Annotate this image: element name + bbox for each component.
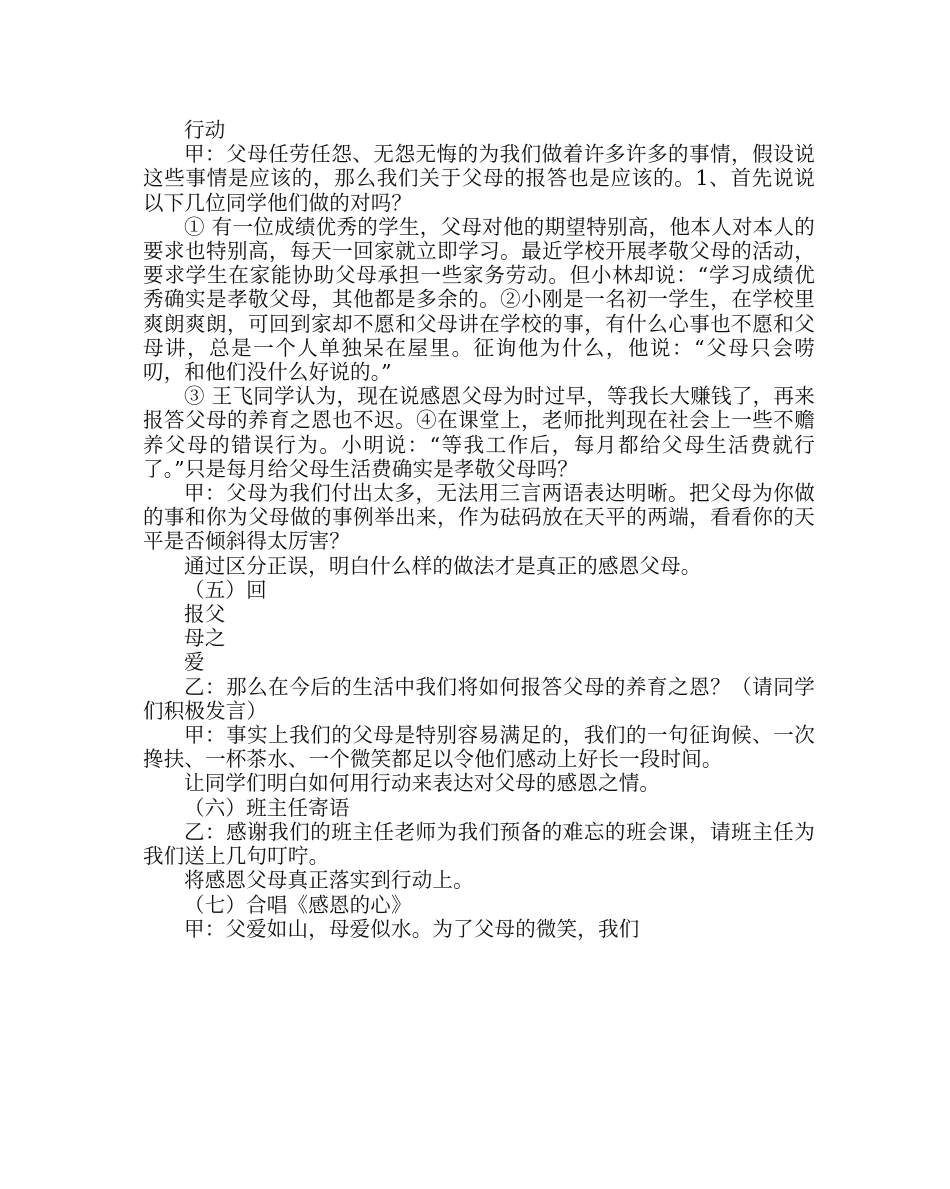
paragraph-6: 通过区分正误，明白什么样的做法才是真正的感恩父母。 — [184, 553, 702, 578]
document-body — [143, 118, 815, 941]
paragraph-12: 甲：父爱如山，母爱似水。为了父母的微笑，我们 — [184, 916, 640, 941]
paragraph-7: 乙：那么在今后的生活中我们将如何报答父母的养育之恩？（请同学们积极发言） — [143, 674, 815, 723]
paragraph-11: 将感恩父母真正落实到行动上。 — [184, 868, 474, 893]
paragraph-2: 甲：父母任劳任怨、无怨无悔的为我们做着许多许多的事情，假设说这些事情是应该的，那么我们关于父母的报答也是应该的。1、首先说说以下几位同学他们做的对吗？ — [143, 142, 815, 215]
paragraph-1: 行动 — [184, 118, 226, 142]
section-heading-5-line-4: 爱 — [184, 650, 205, 675]
paragraph-5: 甲：父母为我们付出太多，无法用三言两语表达明晰。把父母为你做的事和你为父母做的事例举出来，作为砝码放在天平的两端，看看你的天平是否倾斜得太厉害？ — [143, 481, 815, 554]
section-heading-5-line-1: （五）回 — [184, 577, 267, 602]
paragraph-3: ① 有一位成绩优秀的学生，父母对他的期望特别高，他本人对本人的要求也特别高，每天一回家就立即学习。最近学校开展孝敬父母的活动，要求学生在家能协助父母承担一些家务劳动。但小林却说：“学习成绩优秀确实是孝敬父母，其他都是多余的。②小刚是一名初一学生，在学校里爽朗爽朗，可回到家却不愿和父母讲在学校的事，有什么心事也不愿和父母讲，总是一个人单独呆在屋里。征询他为什么，他说：“父母只会唠叨，和他们没什么好说的。” — [143, 214, 815, 385]
paragraph-9: 让同学们明白如何用行动来表达对父母的感恩之情。 — [184, 771, 661, 796]
paragraph-8: 甲：事实上我们的父母是特别容易满足的，我们的一句征询候、一次搀扶、一杯茶水、一个微笑都足以令他们感动上好长一段时间。 — [143, 723, 815, 772]
paragraph-10: 乙：感谢我们的班主任老师为我们预备的难忘的班会课，请班主任为我们送上几句叮咛。 — [143, 819, 815, 869]
paragraph-4: ③ 王飞同学认为，现在说感恩父母为时过早，等我长大赚钱了，再来报答父母的养育之恩也不迟。④在课堂上，老师批判现在社会上一些不赡养父母的错误行为。小明说：“等我工作后，每月都给父母生活费就行了。”只是每月给父母生活费确实是孝敬父母吗？ — [143, 384, 815, 481]
section-heading-6: （六）班主任寄语 — [184, 795, 350, 820]
section-heading-5-line-2: 报父 — [184, 602, 226, 627]
section-heading-5-line-3: 母之 — [184, 626, 226, 651]
section-heading-7: （七）合唱《感恩的心》 — [184, 892, 412, 917]
